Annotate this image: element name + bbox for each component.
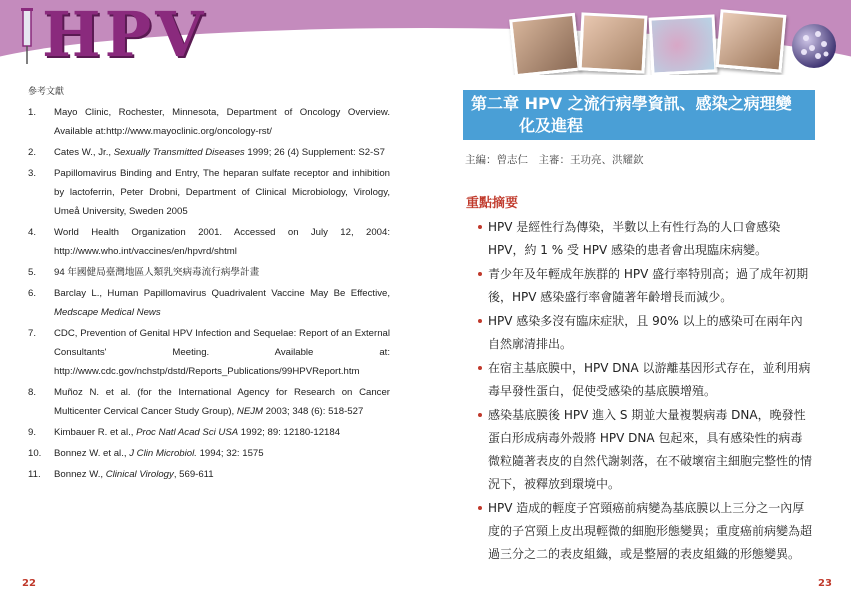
reference-text: Mayo Clinic, Rochester, Minnesota, Department of Oncology Overview. Available at:http://www.mayoclinic.org/oncology-rst/ bbox=[54, 107, 390, 137]
reference-item bbox=[28, 143, 390, 162]
photo-mother-daughter bbox=[509, 13, 581, 75]
chapter-title-box bbox=[463, 90, 815, 140]
reference-item bbox=[28, 324, 390, 381]
summary-bullet: 青少年及年輕成年族群的 HPV 盛行率特別高；過了成年初期後，HPV 感染盛行率會隨著年齡增長而減少。 bbox=[478, 263, 814, 309]
reference-italic-text: Medscape Medical News bbox=[54, 307, 161, 318]
reference-item bbox=[28, 284, 390, 322]
reference-italic-text: Proc Natl Acad Sci USA bbox=[136, 427, 239, 438]
reference-item bbox=[28, 103, 390, 141]
reference-italic-text: Clinical Virology bbox=[105, 469, 174, 480]
chapter-title-line1: 第二章 HPV 之流行病學資訊、感染之病理變 bbox=[471, 94, 792, 113]
reference-number: 11. bbox=[28, 469, 41, 480]
reference-number: 5. bbox=[28, 267, 37, 278]
summary-bullet: 在宿主基底膜中，HPV DNA 以游離基因形式存在，並利用病毒早發性蛋白，促使受感染的基底膜增殖。 bbox=[478, 357, 814, 403]
reference-text: 1999; 26 (4) Supplement: S2-S7 bbox=[244, 147, 385, 158]
page-header bbox=[0, 0, 851, 75]
reference-number: 1. bbox=[28, 107, 37, 118]
reference-text: 1992; 89: 12180-12184 bbox=[238, 427, 341, 438]
summary-heading: 重點摘要 bbox=[466, 196, 519, 211]
summary-bullet: HPV 造成的輕度子宮頸癌前病變為基底膜以上三分之一內厚度的子宮頸上皮出現輕微的細胞形態變異；重度癌前病變為超過三分之二的表皮組織，或是整層的表皮組織的形態變異。 bbox=[478, 497, 814, 566]
references-section bbox=[28, 84, 390, 484]
reference-number: 9. bbox=[28, 427, 37, 438]
reference-item bbox=[28, 465, 390, 484]
references-title: 參考文獻 bbox=[28, 87, 65, 97]
reference-text: Papillomavirus Binding and Entry, The heparan sulfate receptor and inhibition by lactoferrin, Peter Drobni, Department of Clinical Microbiology, Virology, Umeå University, Sweden 2005 bbox=[54, 168, 390, 217]
virus-icon bbox=[790, 22, 838, 70]
photo-girls bbox=[716, 9, 787, 73]
reference-number: 4. bbox=[28, 227, 37, 238]
syringe-icon bbox=[12, 6, 42, 68]
chapter-title bbox=[471, 93, 811, 137]
summary-bullet: HPV 是經性行為傳染，半數以上有性行為的人口會感染 HPV，約 1 % 受 HPV 感染的患者會出現臨床病變。 bbox=[478, 216, 814, 262]
reference-text: , 569-611 bbox=[173, 469, 214, 480]
reference-text: 1994; 32: 1575 bbox=[196, 448, 264, 459]
summary-bullet: 感染基底膜後 HPV 進入 S 期並大量複製病毒 DNA，晚發性蛋白形成病毒外殼將 HPV DNA 包起來，具有感染性的病毒微粒隨著表皮的自然代謝剝落，在不破壞宿主細胞完整性的情況下，被釋放到環境中。 bbox=[478, 404, 814, 496]
reference-item bbox=[28, 383, 390, 421]
reference-text: Cates W., Jr., bbox=[54, 147, 114, 158]
reference-number: 10. bbox=[28, 448, 42, 459]
page-number-right: 23 bbox=[818, 578, 832, 589]
reference-text: Muñoz N. et al. (for the International Agency for Research on Cancer Multicenter Cervical Cancer Study Group), bbox=[54, 387, 390, 417]
reference-number: 7. bbox=[28, 328, 37, 339]
reference-text: Barclay L., Human Papillomavirus Quadrivalent Vaccine May Be Effective, bbox=[54, 288, 390, 299]
reference-text: Bonnez W., bbox=[54, 469, 106, 480]
page-number-left: 22 bbox=[22, 578, 36, 589]
reference-italic-text: J Clin Microbiol. bbox=[129, 448, 197, 459]
photo-family bbox=[579, 12, 648, 73]
reference-text: 94 年國健局臺灣地區人類乳突病毒流行病學計畫 bbox=[54, 267, 260, 278]
reference-item bbox=[28, 444, 390, 463]
chapter-title-line2: 化及進程 bbox=[519, 116, 584, 135]
reference-list bbox=[28, 103, 390, 484]
reference-text: Bonnez W. et al., bbox=[54, 448, 130, 459]
reference-text: World Health Organization 2001. Accessed on July 12, 2004: http://www.who.int/vaccines/en/hpvrd/shtml bbox=[54, 227, 390, 257]
summary-bullets bbox=[478, 216, 814, 567]
reference-text: Kimbauer R. et al., bbox=[54, 427, 137, 438]
reference-text: CDC, Prevention of Genital HPV Infection and Sequelae: Report of an External Consultants' Meeting. Available at: http://www.cdc.gov/nchstp/dstd/Reports_Publications/99HPVReport.htm bbox=[54, 328, 390, 377]
logo-text: HPV bbox=[42, 0, 208, 71]
reference-item bbox=[28, 263, 390, 282]
reference-number: 2. bbox=[28, 147, 37, 158]
chapter-authors: 主編：曾志仁 主審：王功亮、洪耀欽 bbox=[465, 154, 644, 166]
reference-item bbox=[28, 223, 390, 261]
reference-item bbox=[28, 164, 390, 221]
reference-italic-text: Sexually Transmitted Diseases bbox=[113, 147, 245, 158]
reference-item bbox=[28, 423, 390, 442]
photo-cells bbox=[649, 14, 718, 75]
hpv-logo bbox=[42, 0, 232, 71]
summary-bullet: HPV 感染多沒有臨床症狀，且 90% 以上的感染可在兩年內自然廓清排出。 bbox=[478, 310, 814, 356]
reference-number: 8. bbox=[28, 387, 37, 398]
reference-italic-text: NEJM bbox=[236, 406, 264, 417]
reference-text: 2003; 348 (6): 518-527 bbox=[263, 406, 364, 417]
reference-number: 3. bbox=[28, 168, 37, 179]
photo-strip bbox=[512, 12, 802, 72]
reference-number: 6. bbox=[28, 288, 37, 299]
